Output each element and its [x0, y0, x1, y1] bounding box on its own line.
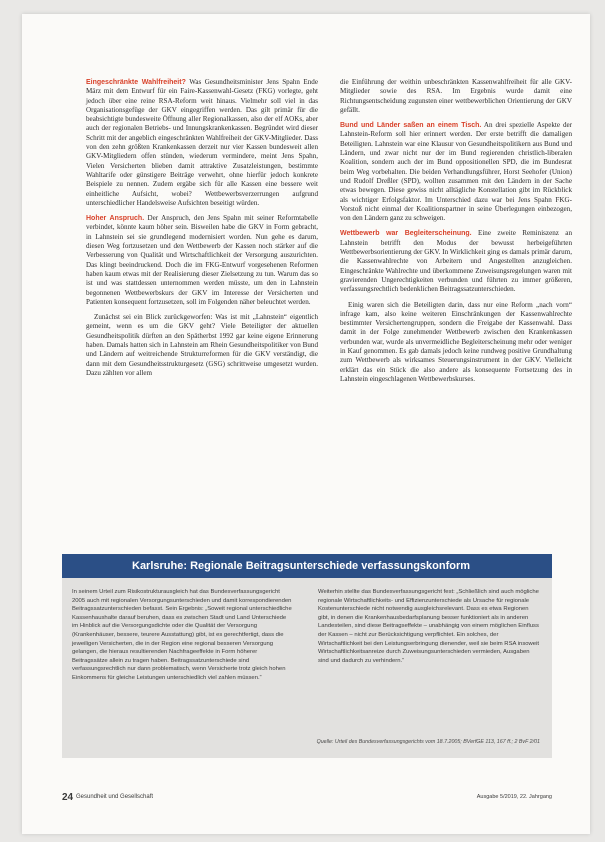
- paragraph: [340, 229, 572, 294]
- info-box: [62, 554, 552, 758]
- paragraph-lead: Eingeschränkte Wahlfreiheit?: [86, 79, 186, 86]
- page-footer: [62, 792, 552, 806]
- paragraph: die Einführung der weithin unbeschränkten Kassenwahlfreiheit für alle GKV-Mitglieder sowie des RSA. Im Ergebnis wurde damit eine Richtungsentscheidung zugunsten einer wettbewerblichen Orientierung der GKV gefällt.: [340, 78, 572, 114]
- paragraph: Zunächst sei ein Blick zurückgeworfen: Was ist mit „Lahnstein“ eigentlich gemeint, wenn es um die GKV geht? Viele Beteiligter der aktuellen Gesundheitspolitik dürften an den Spätherbst 1992 gar keine eigene Erinnerung haben. Damals hatten sich in Lahnstein am Rhein Gesundheitspolitiker von Bund und Ländern auf weitreichende Strukturreformen für die GKV verständigt, die dann mit dem Gesundheitsstrukturgesetz (GSG) schrittweise umgesetzt wurden. Dazu zählten vor allem: [86, 313, 318, 377]
- page-number: 24: [62, 792, 74, 803]
- issue-info: Ausgabe 5/2019, 22. Jahrgang: [476, 794, 552, 800]
- magazine-page: [22, 14, 590, 834]
- magazine-name: Gesundheit und Gesellschaft: [76, 794, 154, 800]
- info-box-title: Karlsruhe: Regionale Beitragsunterschiede verfassungskonform: [62, 554, 552, 578]
- paragraph-text: Der Anspruch, den Jens Spahn mit seiner Reformtabelle verbindet, könnte kaum höher sein. Bisweilen habe die GKV in Form gebracht, in Lahnstein sei sie grundlegend modernisiert worden. Nun gehe es darum, diesen Weg fortzusetzen und den Wettbewerb der Kassen noch stärker auf die Verbesserung von Qualität und Wirtschaftlichkeit der Versorgung auszurichten. Das klingt beeindruckend. Doch die im FKG-Entwurf vorgesehenen Reformen haben kaum etwas mit der Realisierung dieser Zielsetzung zu tun. Warum das so ist und was stattdessen unternommen werden müsste, um den in Lahnstein begonnenen Wettbewerbskurs der GKV im Interesse der Versicherten und Patienten konsequent fortzusetzen, soll im Folgenden näher beleuchtet werden.: [86, 214, 318, 306]
- paragraph-lead: Bund und Länder saßen an einem Tisch.: [340, 122, 482, 130]
- paragraph: Einig waren sich die Beteiligten darin, dass nur eine Reform „nach vorn“ infrage kam, also keine weiteren Einschränkungen der Kassenwahlrechte bestimmter Versichertengruppen, sondern die Freigabe der Kassenwahl. Dass damit in der Folge zunehmender Wettbewerb zwischen den Krankenkassen verbunden war, wurde als unvermeidliche Begleiterscheinung mehr oder weniger in Kauf genommen. Es gab damals jedoch keine rundweg positive Grundhaltung zum Wettbewerb als wirksames Steuerungsinstrument in der GKV. Vielleicht erklärt das ein Stück die also andere als konsequente Fortsetzung des in Lahnstein eingeschlagenen Wettbewerbskurses.: [340, 300, 572, 383]
- info-box-text-right: Weiterhin stellte das Bundesverfassungsgericht fest: „Schließlich sind auch mögliche regionale Wirtschaftlichkeits- und Effizienzunterschiede als Ursache für regionale Kostenunterschiede nicht notwendig ausgleichsrelevant. Dass es etwa Regionen gibt, in denen die Krankenhausbedarfsplanung besser funktioniert als in anderen Landesteilen, sind diese Beitragseffekte – unabhängig von einem möglichen Einfluss der Kassen – nicht zur Berücksichtigung verpflichtet. Ein solches, der Wirtschaftlichkeit bei den Leistungserbringung dienender, weil sie beim RSA insoweit Wirtschaftlichkeitsanreize durch Zuweisungsunterschieden vermieden, Ausgaben sind und dadurch zu verhindern.“: [318, 589, 540, 664]
- paragraph: [86, 78, 318, 208]
- info-box-text-left: In seinem Urteil zum Risikostrukturausgleich hat das Bundesverfassungsgericht 2005 auch mit regionalen Versorgungsunterschieden und damit korrespondierenden Beitragssatzunterschieden befasst. Sein Ergebnis: „Soweit regional unterschiedliche Kassenhaushalte darauf beruhen, dass es zwischen Stadt und Land Unterschiede im Hinblick auf die Versorgungsdichte oder die Qualität der Versorgung (Krankenhäuser, bessere, teurere Ausstattung) gibt, ist es gerechtfertigt, dass die jeweiligen Versicherten, die in der Region eine regional besseren Versorgung gelangen, die hieraus resultierenden Nachfrageeffekte in Form höherer Beitragssätze allein zu tragen haben. Beitragssatzunterschiede sind verfassungsrechtlich nur dann problematisch, wenn Versicherte trotz gleich hohen Einkommens für gleiche Leistungen unterschiedlich viel zahlen müssen.“: [72, 589, 292, 681]
- paragraph-text: Eine zweite Reminiszenz an Lahnstein betrifft den Modus der bewusst herbeigeführten Wettbewerbsorientierung der GKV. In Wirklichkeit ging es damals primär darum, die Kassenwahlrechte von Arbeitern und Angestellten anzugleichen. Eingeschränkte Wahlrechte und überkommene Zuweisungsregelungen waren mit gravierenden Ungerechtigkeiten verbunden und führten zu immer größeren, verfassungsrechtlich bedenklichen Beitragssatzunterschieden.: [340, 229, 572, 294]
- paragraph: [340, 121, 572, 223]
- info-box-source: Quelle: Urteil des Bundesverfassungsgerichts vom 18.7.2005; BVerfGE 113, 167 ff.; 2 BvF 2/01: [316, 739, 540, 745]
- paragraph-lead: Hoher Anspruch.: [86, 215, 145, 223]
- paragraph-text: Was Gesundheitsminister Jens Spahn Ende März mit dem Entwurf für ein Faire-Kassenwahl-Gesetz (FKG) vorlegte, geht jedoch über eine reine RSA-Reform weit hinaus. Vielmehr soll viel in das Organisationsgefüge der GKV eingegriffen werden. Das gilt primär für die beabsichtigte bundesweite Öffnung aller Regionalkassen, also der elf AOKs, aber auch der regionalen Betriebs- und Innungskrankenkassen. Begründet wird dieser Schritt mit der angeblich eingeschränkten Wahlfreiheit der GKV-Mitglieder. Dass von den zehn größten Krankenkassen derzeit nur vier Kassen bundesweit allen GKV-Mitgliedern offen stünden, wiederum vermindere, meint Jens Spahn, Vielen Versicherten blieben damit attraktive Zusatzleistungen, bestimmte Wahltarife oder günstigere Beiträge verwehrt, ohne hierfür jedoch konkrete Beispiele zu nennen. Zudem ergäbe sich für alle Kassen eine bessere weit einheitliche Aufsicht, wobei? Wettbewerbsverzerrungen aufgrund unterschiedlicher Handelsweise Aufsichten beseitigt würden.: [86, 78, 318, 207]
- paragraph: [86, 214, 318, 307]
- paragraph-text: An drei spezielle Aspekte der Lahnstein-Reform soll hier erinnert werden. Der erste betrifft die damaligen Beteiligten. Lahnstein war eine Klausur von Gesundheitspolitikern aus Bund und Ländern, und zwar nicht nur der im Bund regierenden christlich-liberalen Koalition, sondern auch der im Bund oppositionellen SPD, die im Bundesrat beim Weg vorbehalten. Die beiden Verhandlungsführer, Horst Seehofer (Union) und Rudolf Dreßler (SPD), wollten zusammen mit den Ländern in der Sache etwas bewegen. Diese gewiss nicht alltägliche Konstellation gibt im Rückblick als wichtiger Erfolgsfaktor. Im Unterschied dazu war bei Jens Spahn FKG-Vorstoß nicht einmal der Koalitionspartner in seine Überlegungen einbezogen, von den Ländern ganz zu schweigen.: [340, 121, 573, 223]
- right-column: [340, 78, 572, 390]
- paragraph-lead: Wettbewerb war Begleiterscheinung.: [340, 230, 472, 238]
- left-column: [86, 78, 318, 384]
